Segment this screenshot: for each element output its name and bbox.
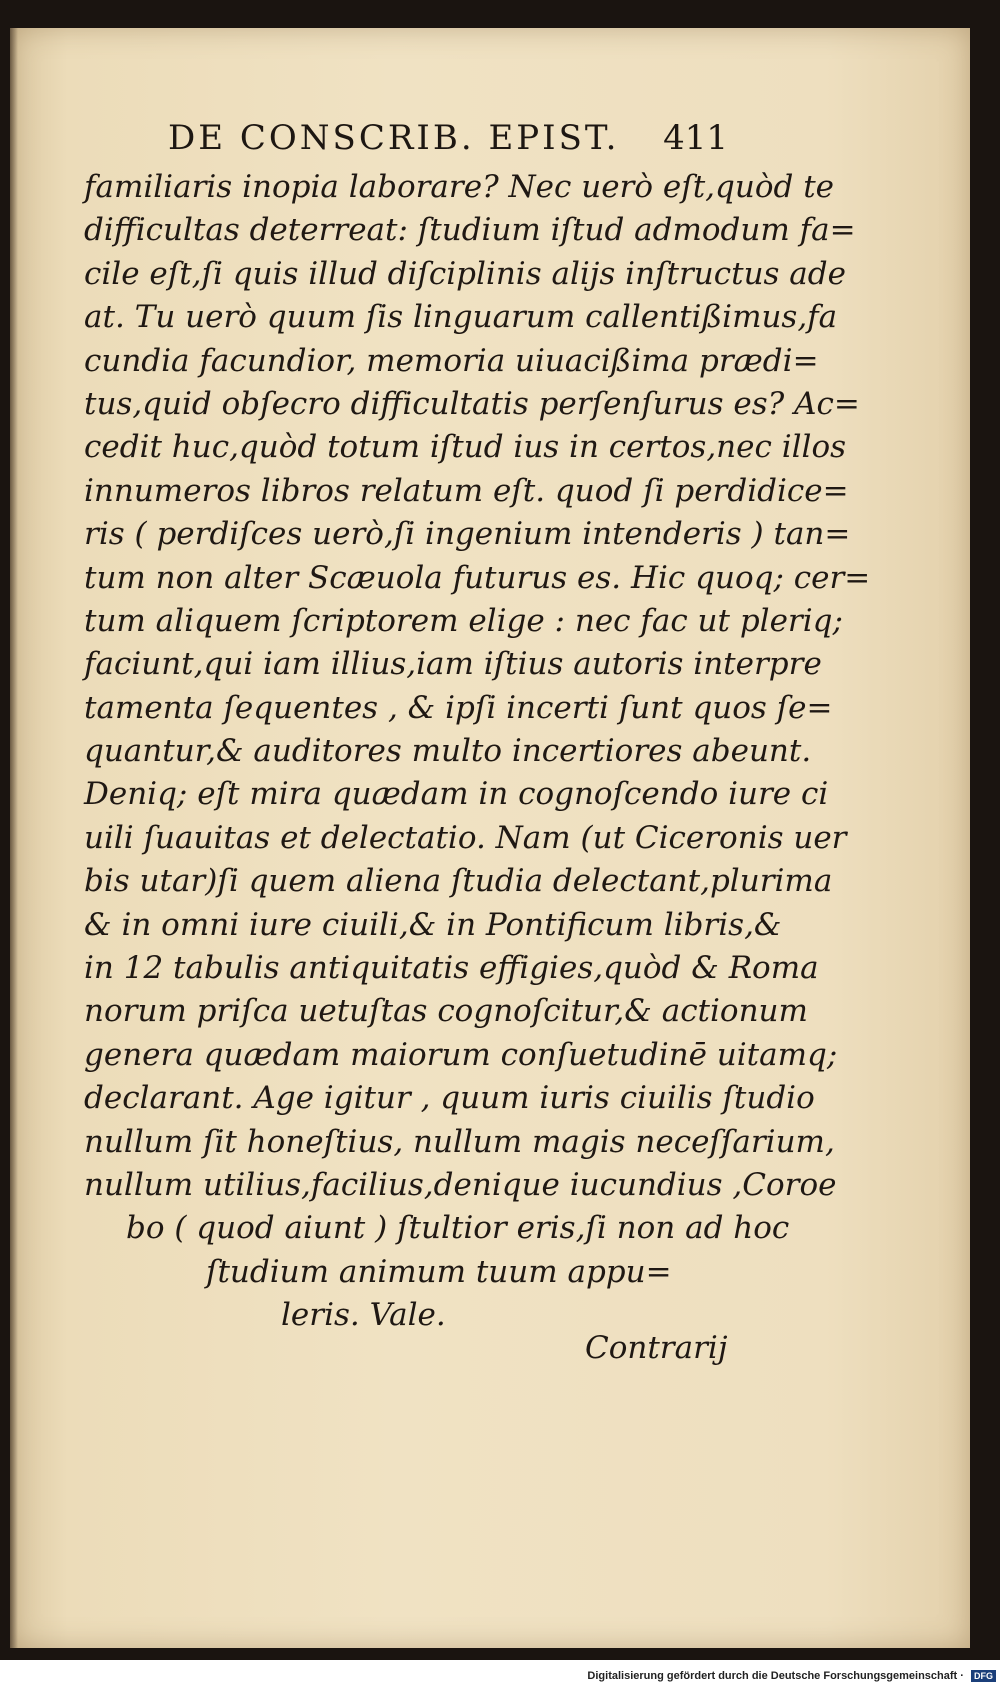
text-line: & in omni iure ciuili,& in Pontificum libris,&	[84, 906, 782, 943]
text-line: ris ( perdiſces uerò,ſi ingenium intenderis ) tan=	[84, 516, 851, 553]
credit-text: Digitalisierung gefördert durch die Deutsche Forschungsgemeinschaft ·	[587, 1670, 964, 1682]
digitization-credit	[0, 1670, 996, 1690]
body-text	[84, 166, 871, 1338]
text-line: cundia facundior, memoria uiuacißima prædi=	[84, 342, 819, 379]
dfg-logo: DFG	[971, 1670, 996, 1682]
text-line: nullum utilius,facilius,denique iucundius ,Coroe	[84, 1166, 837, 1203]
text-line: difficultas deterreat: ſtudium iſtud admodum fa=	[84, 212, 856, 249]
text-line: tamenta ſequentes , & ipſi incerti ſunt quos ſe=	[84, 689, 833, 726]
text-line: familiaris inopia laborare? Nec uerò eſt,quòd te	[84, 169, 834, 205]
text-line: nullum ſit honeſtius, nullum magis neceſſarium,	[84, 1123, 835, 1160]
text-line: cedit huc,quòd totum iſtud ius in certos,nec illos	[84, 429, 847, 466]
text-line: declarant. Age igitur , quum iuris ciuilis ſtudio	[84, 1080, 815, 1117]
text-line: cile eſt,ſi quis illud diſciplinis alijs inſtructus ade	[84, 255, 846, 292]
text-line: genera quædam maiorum conſuetudinē uitamq;	[84, 1036, 838, 1073]
catchword: Contrarij	[585, 1330, 728, 1366]
text-line: innumeros libros relatum eſt. quod ſi perdidice=	[84, 472, 849, 509]
text-line: in 12 tabulis antiquitatis effigies,quòd & Roma	[84, 950, 819, 987]
text-line: tus,quid obſecro difficultatis perſenſurus es? Ac=	[84, 385, 860, 422]
text-line: bo ( quod aiunt ) ſtultior eris,ſi non ad hoc	[126, 1210, 790, 1247]
text-line: leris. Vale.	[281, 1297, 446, 1334]
text-line: norum priſca uetuſtas cognoſcitur,& actionum	[84, 993, 808, 1030]
running-title: DE CONSCRIB. EPIST.	[168, 118, 620, 158]
text-line: quantur,& auditores multo incertiores abeunt.	[84, 733, 812, 770]
page-gutter-shadow	[10, 28, 18, 1648]
text-line: Deniq; eſt mira quædam in cognoſcendo iure ci	[84, 776, 829, 813]
text-line: tum non alter Scæuola futurus es. Hic quoq; cer=	[84, 559, 871, 596]
text-line: tum aliquem ſcriptorem elige : nec fac ut pleriq;	[84, 602, 843, 639]
page-number: 411	[663, 118, 728, 158]
text-line: at. Tu uerò quum ſis linguarum callentißimus,fa	[84, 299, 838, 336]
text-line: ſtudium animum tuum appu=	[206, 1253, 672, 1290]
text-line: bis utar)ſi quem aliena ſtudia delectant,plurima	[84, 863, 833, 900]
text-line: uili ſuauitas et delectatio. Nam (ut Ciceronis uer	[84, 819, 847, 856]
running-header	[168, 118, 728, 168]
text-line: faciunt,qui iam illius,iam iſtius autoris interpre	[84, 646, 822, 683]
